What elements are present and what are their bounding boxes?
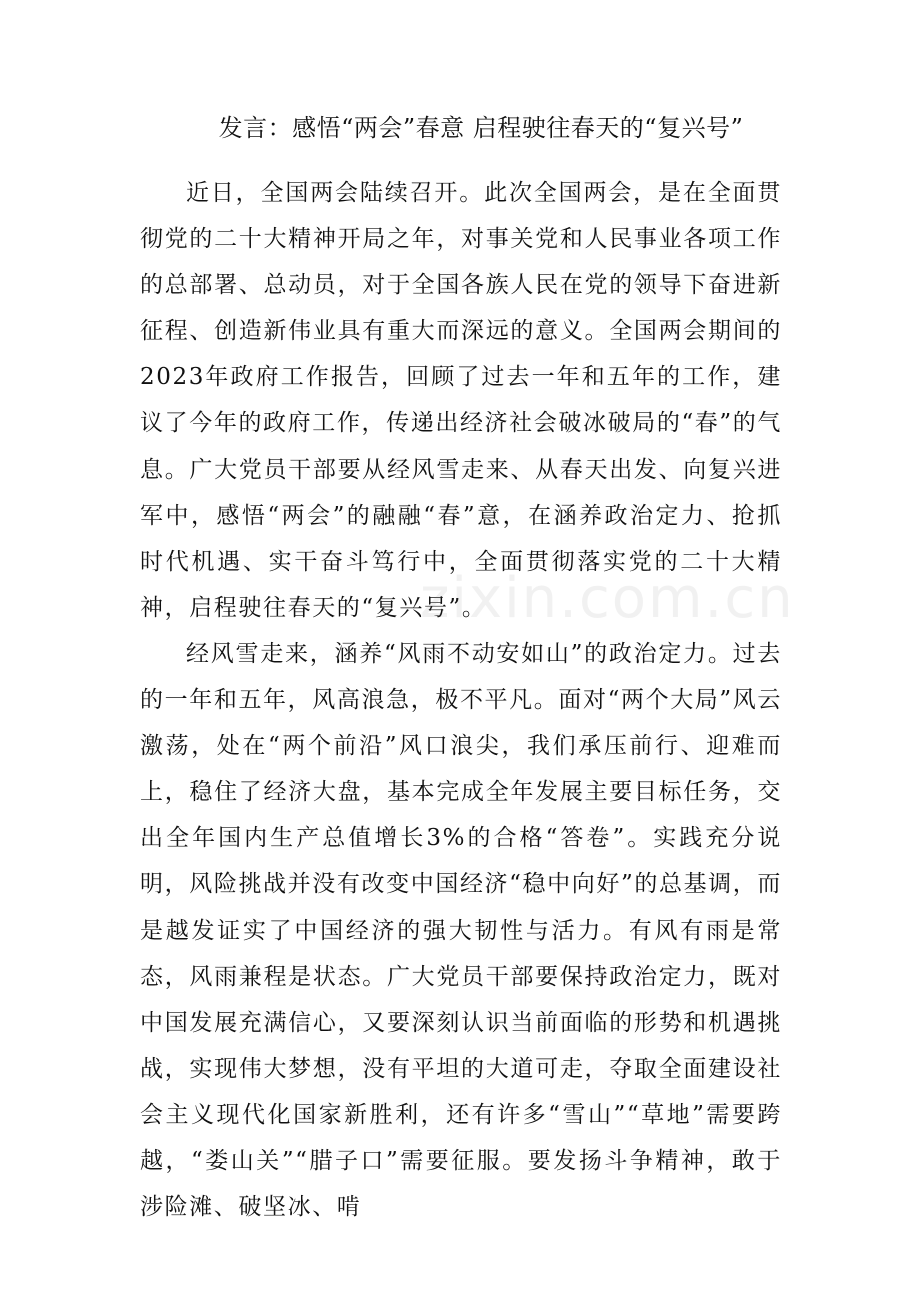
site-watermark: zixin.com.cn — [420, 566, 795, 631]
body-paragraph-1: 近日，全国两会陆续召开。此次全国两会，是在全面贯彻党的二十大精神开局之年，对事关党和人民事业各项工作的总部署、总动员，对于全国各族人民在党的领导下奋进新征程、创造新伟业具有重大而深远的意义。全国两会期间的2023年政府工作报告，回顾了过去一年和五年的工作，建议了今年的政府工作，传递出经济社会破冰破局的“春”的气息。广大党员干部要从经风雪走来、从春天出发、向复兴进军中，感悟“两会”的融融“春”意，在涵养政治定力、抢抓时代机遇、实干奋斗笃行中，全面贯彻落实党的二十大精神，启程驶往春天的“复兴号”。 — [140, 180, 782, 621]
document-title: 发言：感悟“两会”春意 启程驶往春天的“复兴号” — [218, 114, 744, 142]
document-body — [140, 170, 782, 1230]
body-paragraph-2: 经风雪走来，涵养“风雨不动安如山”的政治定力。过去的一年和五年，风高浪急，极不平凡。面对“两个大局”风云激荡，处在“两个前沿”风口浪尖，我们承压前行、迎难而上，稳住了经济大盘，基本完成全年发展主要目标任务，交出全年国内生产总值增长3%的合格“答卷”。实践充分说明，风险挑战并没有改变中国经济“稳中向好”的总基调，而是越发证实了中国经济的强大韧性与活力。有风有雨是常态，风雨兼程是状态。广大党员干部要保持政治定力，既对中国发展充满信心，又要深刻认识当前面临的形势和机遇挑战，实现伟大梦想，没有平坦的大道可走，夺取全面建设社会主义现代化国家新胜利，还有许多“雪山”“草地”需要跨越，“娄山关”“腊子口”需要征服。要发扬斗争精神，敢于涉险滩、破坚冰、啃 — [140, 640, 782, 1221]
